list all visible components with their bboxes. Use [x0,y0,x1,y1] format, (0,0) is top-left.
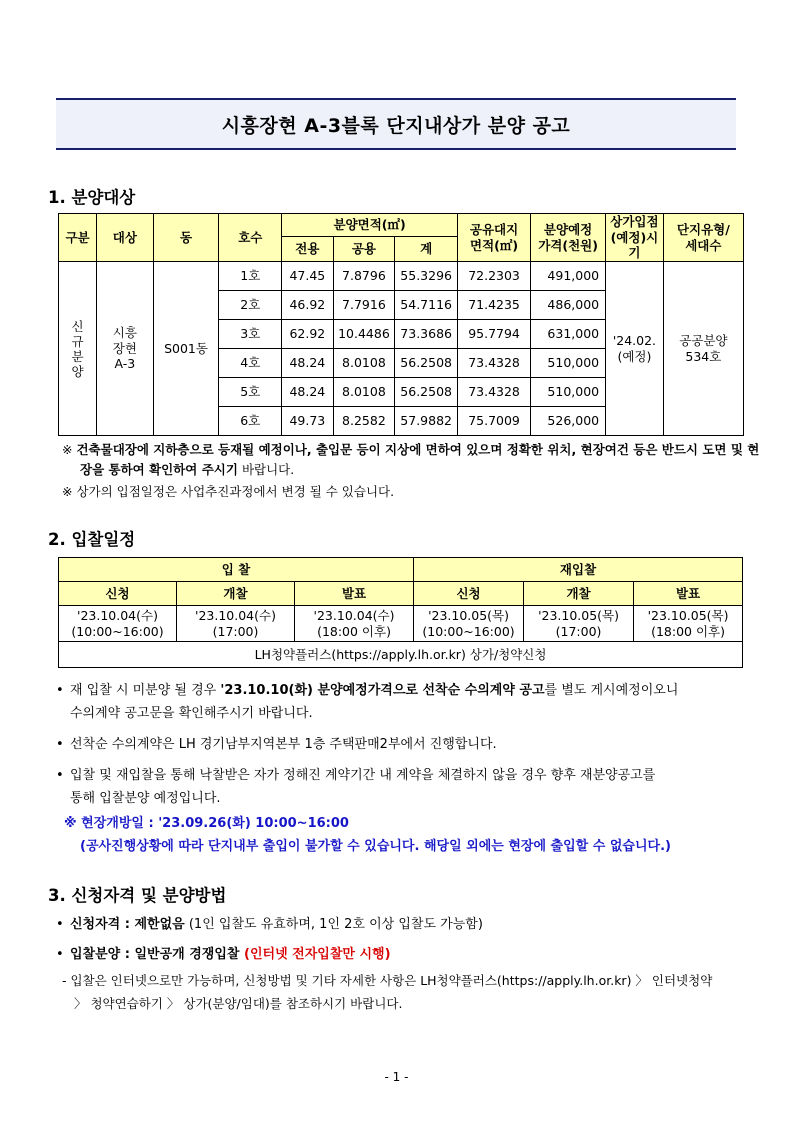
bid-apply-cell: '23.10.04(수) (10:00~16:00) [59,606,177,642]
price-cell: 510,000 [531,378,606,407]
exclusive-cell: 62.92 [282,320,333,349]
sale-target-table [58,213,744,436]
gubun-cell: 신 규 분 양 [59,262,97,436]
header-land-area: 공유대지 면적(㎡) [458,214,531,262]
header-gubun: 구분 [59,214,97,262]
exclusive-cell: 47.45 [282,262,333,291]
page-number: - 1 - [384,1070,409,1084]
unit-cell: 1호 [219,262,282,291]
bid-open-cell: '23.10.04(수) (17:00) [177,606,295,642]
apply-channel-cell[interactable]: LH청약플러스(https://apply.lh.or.kr) 상가/청약신청 [59,642,743,668]
common-cell: 8.0108 [333,349,395,378]
site-visit-date: ※ 현장개방일 : '23.09.26(화) 10:00~16:00 [64,816,349,831]
total-cell: 56.2508 [395,378,458,407]
price-cell: 510,000 [531,349,606,378]
common-cell: 10.4486 [333,320,395,349]
dong-cell: S001동 [153,262,219,436]
total-cell: 56.2508 [395,349,458,378]
land-cell: 73.4328 [458,349,531,378]
common-cell: 7.7916 [333,291,395,320]
header-rebid-open: 개찰 [524,582,634,606]
schedule-row [59,606,743,642]
table-row [59,262,744,291]
bid-announce-cell: '23.10.04(수) (18:00 이후) [295,606,414,642]
site-visit-note: (공사진행상황에 따라 단지내부 출입이 불가할 수 있습니다. 해당일 외에는 현장에 출입할 수 없습니다.) [80,839,671,854]
sale-method-detail: - 입찰은 인터넷으로만 가능하며, 신청방법 및 기타 자세한 사항은 LH청약플러스(https://apply.lh.or.kr) 〉 인터넷청약 〉 청약연습하기 〉 상가(분양/임대)를 참조하시기 바랍니다. [62,973,713,1011]
header-exclusive: 전용 [282,237,333,262]
header-bid: 입 찰 [59,558,414,582]
header-common: 공용 [333,237,395,262]
target-cell: 시흥 장현 A-3 [97,262,154,436]
price-cell: 486,000 [531,291,606,320]
header-bid-announce: 발표 [295,582,414,606]
unit-cell: 2호 [219,291,282,320]
header-price: 분양예정 가격(천원) [531,214,606,262]
schedule-notice: ※ 상가의 입점일정은 사업추진과정에서 변경 될 수 있습니다. [62,484,395,499]
header-rebid-apply: 신청 [414,582,524,606]
rebid-open-cell: '23.10.05(목) (17:00) [524,606,634,642]
unit-cell: 6호 [219,407,282,436]
bid-schedule-table [58,557,743,668]
bullet-contract-notice: • 선착순 수의계약은 LH 경기남부지역본부 1층 주택판매2부에서 진행합니다. [56,737,497,752]
common-cell: 8.2582 [333,407,395,436]
move-in-cell: '24.02. (예정) [606,262,664,436]
total-cell: 55.3296 [395,262,458,291]
bullet-resale-notice: • 입찰 및 재입찰을 통해 낙찰받은 자가 정해진 계약기간 내 계약을 체결하지 않을 경우 향후 재분양공고를 통해 입찰분양 예정입니다. [56,768,656,806]
section-3-heading: 3. 신청자격 및 분양방법 [48,886,227,905]
land-cell: 71.4235 [458,291,531,320]
total-cell: 57.9882 [395,407,458,436]
section-1-heading: 1. 분양대상 [48,188,136,207]
unit-cell: 4호 [219,349,282,378]
bullet-qualification: • 신청자격 : 제한없음 (1인 입찰도 유효하며, 1인 2호 이상 입찰도 가능함) [56,917,483,932]
bullet-sale-method: • 입찰분양 : 일반공개 경쟁입찰 (인터넷 전자입찰만 시행) [56,947,391,962]
land-cell: 72.2303 [458,262,531,291]
exclusive-cell: 49.73 [282,407,333,436]
complex-type-cell: 공공분양 534호 [663,262,743,436]
exclusive-cell: 46.92 [282,291,333,320]
unit-cell: 5호 [219,378,282,407]
page-title: 시흥장현 A-3블록 단지내상가 분양 공고 [56,98,736,150]
header-unit: 호수 [219,214,282,262]
price-cell: 491,000 [531,262,606,291]
common-cell: 8.0108 [333,378,395,407]
common-cell: 7.8796 [333,262,395,291]
header-move-in: 상가입점 (예정)시기 [606,214,664,262]
price-cell: 526,000 [531,407,606,436]
land-cell: 73.4328 [458,378,531,407]
land-cell: 75.7009 [458,407,531,436]
rebid-apply-cell: '23.10.05(목) (10:00~16:00) [414,606,524,642]
section-2-heading: 2. 입찰일정 [48,530,136,549]
basement-notice: ※ 건축물대장에 지하층으로 등재될 예정이나, 출입문 등이 지상에 면하여 있으며 정확한 위치, 현장여건 등은 반드시 도면 및 현장을 통하여 확인하여 주시기 바랍니다. [62,442,760,477]
exclusive-cell: 48.24 [282,349,333,378]
header-rebid: 재입찰 [414,558,743,582]
exclusive-cell: 48.24 [282,378,333,407]
header-bid-open: 개찰 [177,582,295,606]
header-area-group: 분양면적(㎡) [282,214,458,237]
bullet-rebid-notice: • 재 입찰 시 미분양 될 경우 '23.10.10(화) 분양예정가격으로 선착순 수의계약 공고를 별도 게시예정이오니 수의계약 공고문을 확인해주시기 바랍니다. [56,683,679,721]
header-rebid-announce: 발표 [634,582,743,606]
header-target: 대상 [97,214,154,262]
header-bid-apply: 신청 [59,582,177,606]
unit-cell: 3호 [219,320,282,349]
total-cell: 73.3686 [395,320,458,349]
header-complex-type: 단지유형/ 세대수 [663,214,743,262]
rebid-announce-cell: '23.10.05(목) (18:00 이후) [634,606,743,642]
price-cell: 631,000 [531,320,606,349]
total-cell: 54.7116 [395,291,458,320]
header-dong: 동 [153,214,219,262]
land-cell: 95.7794 [458,320,531,349]
header-total: 계 [395,237,458,262]
